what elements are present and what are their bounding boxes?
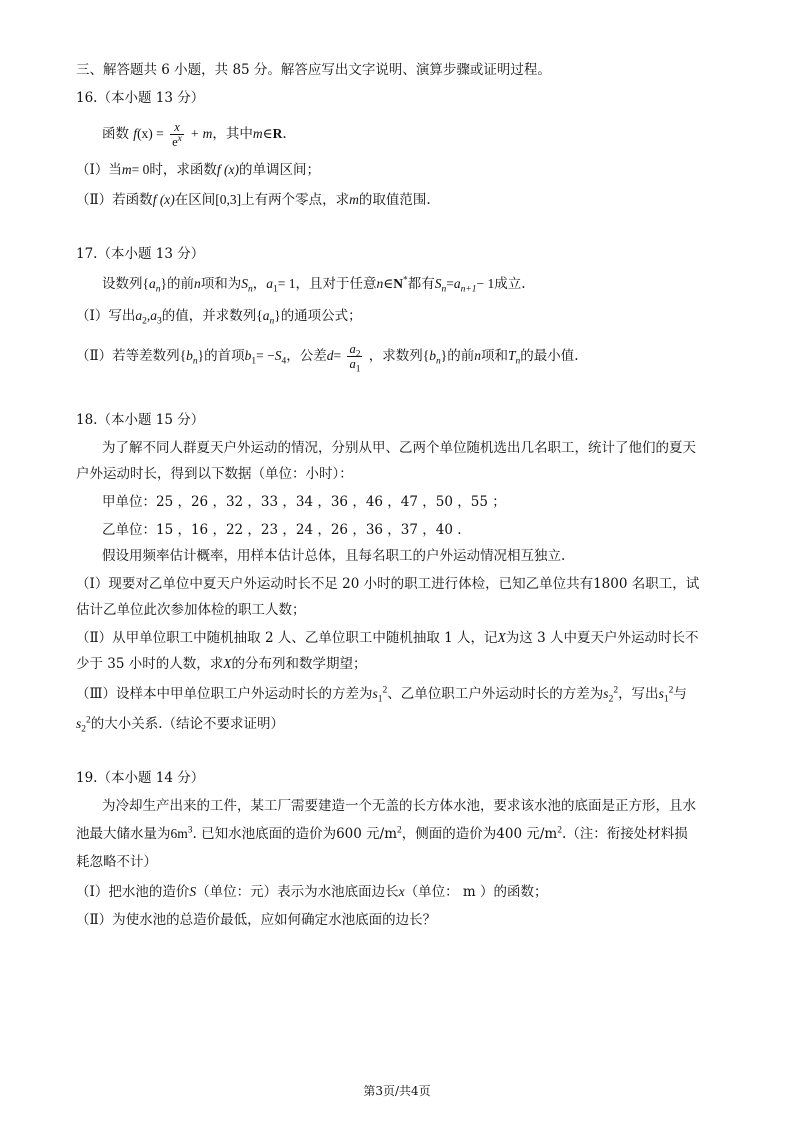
q17-s-S2: S — [434, 276, 442, 291]
q18-part2-line1 — [76, 629, 698, 647]
q16-frac-num: x — [170, 120, 184, 135]
q18-p2-X: X — [497, 630, 506, 645]
q17-s-a1-sub: 1 — [272, 284, 278, 295]
q18-p2-b-post: 的分布列和数学期望； — [231, 656, 367, 672]
q18-p2-a-pre: （Ⅱ）从甲单位职工中随机抽取 2 人、乙单位职工中随机抽取 1 人，记 — [76, 630, 498, 646]
q19-line2-pre: 池最大储水量为 — [76, 826, 171, 842]
q17-s-a1-val: = 1 — [277, 276, 296, 291]
q17-s-mid2: 项和为 — [200, 276, 242, 292]
q18-data-yi: 乙单位：15 ，16 ，22 ，23 ，24 ，26 ，36 ，37 ，40 . — [102, 522, 462, 538]
q17-s-in: ∈ — [383, 276, 394, 291]
q17-p1-comma: , — [146, 308, 151, 323]
q17-part1: （Ⅰ）写出$a_2,a_3$的值，并求数列$\{a_n\}$的通项公式； — [76, 308, 362, 327]
q16-frac-den: e — [172, 135, 178, 149]
q16-p1-fx: f (x) — [216, 162, 239, 177]
q19-p1-tail: （单位： m ）的函数； — [404, 884, 548, 900]
q17-part2: （Ⅱ）若等差数列$\{b_n\}$的首项$b_1= -S_4$，公差d= $\frac{a_2}{a_1}$ ，求数列$\{b_n\}$的前n项和$T_n$的最小值. — [76, 342, 579, 375]
q17-p1-a3: a — [150, 308, 157, 323]
q19-part2: （Ⅱ）为使水池的总造价最低，应如何确定水池底面的边长？ — [76, 912, 437, 928]
q16-fraction — [170, 120, 184, 149]
q19-p1-mid: （单位：元）表示为水池底面边长 — [196, 884, 399, 900]
q16-p2-fx: f (x) — [152, 192, 175, 207]
q17-p2-eq: = − — [256, 348, 275, 363]
q17-frac-den-sub: 1 — [355, 364, 361, 375]
q16-cond-R: R — [272, 126, 283, 141]
q16-p2-mid2: 上有两个零点，求 — [241, 192, 350, 208]
q18-p3-s1b-sup: 2 — [668, 685, 674, 696]
q18-p3-b-tail: 的大小关系.（结论不要求证明） — [90, 716, 285, 732]
q17-s-end: 成立. — [494, 276, 526, 292]
q17-s-mid4: 都有 — [407, 276, 435, 292]
q18-p3-a-pre: （Ⅲ）设样本中甲单位职工户外运动时长的方差为 — [76, 686, 373, 702]
q17-s-S-sub: n — [247, 284, 253, 295]
q17-p2-b1: b — [244, 348, 252, 363]
q18-intro-line1: 为了解不同人群夏天户外运动的情况，分别从甲、乙两个单位随机选出几名职工，统计了他们的夏天 — [102, 440, 696, 456]
q17-p2-bn-sub: n — [192, 356, 198, 367]
q18-p3-s2b: s — [76, 716, 82, 731]
q18-p3-s2-sub: 2 — [608, 694, 614, 705]
q18-p3-s2-sup: 2 — [613, 685, 619, 696]
q19-p1-pre: （Ⅰ）把水池的造价 — [76, 884, 190, 900]
q18-p3-s1b-sub: 1 — [663, 694, 669, 705]
q16-f: f — [133, 126, 138, 141]
q16-cond-m: m — [252, 126, 263, 141]
q17-p2-label: （Ⅱ）若等差数列 — [76, 348, 180, 364]
q17-p2-n: n — [474, 348, 481, 363]
q16-stem-end: . — [282, 126, 287, 142]
q17-p2-mid5: 项和 — [480, 348, 508, 364]
q17-s-n2: n — [376, 276, 384, 291]
q19-line2-vol: 6m — [170, 826, 188, 841]
q18-part1-line1: （Ⅰ）现要对乙单位中夏天户外运动时长不足 20 小时的职工进行体检，已知乙单位共有1800 名职工，试 — [76, 576, 700, 592]
q17-s-minus1: − 1 — [476, 276, 495, 291]
q18-p3-s2b-sub: 2 — [81, 724, 87, 735]
q18-p2-a-post: 为这 3 人中夏天户外运动时长不 — [505, 630, 699, 646]
q18-p2-X2: X — [223, 656, 232, 671]
q17-s-mid3: ，且对于任意 — [295, 276, 377, 292]
page-number: 第3页/共4页 — [363, 1084, 431, 1098]
q16-part1 — [76, 161, 320, 179]
q19-line2-sup3: 2 — [557, 825, 562, 836]
q17-p2-d: d — [326, 348, 334, 363]
q17-s-a2-sub: n+1 — [460, 284, 477, 295]
q18-p2-b-pre: 少于 35 小时的人数，求 — [76, 656, 224, 672]
q17-frac-num-sub: 2 — [355, 349, 361, 360]
q18-p3-a-tail: 与 — [673, 686, 687, 702]
q17-p2-tail: 的最小值. — [520, 348, 579, 364]
q18-part3-line2 — [76, 715, 284, 733]
q17-p2-bn2: b — [429, 348, 436, 363]
q19-line2-mid2: ，侧面的造价为400 元/m — [401, 826, 558, 842]
q18-intro-line2: 户外运动时长，得到以下数据（单位：小时）： — [76, 466, 353, 482]
q18-p3-s2b-sup: 2 — [86, 715, 91, 726]
q17-p2-bn: b — [186, 348, 193, 363]
q19-p1-S: S — [189, 884, 197, 899]
q16-p1-label: （Ⅰ）当 — [76, 162, 122, 178]
q17-s-pre: 设数列 — [102, 276, 143, 292]
q16-cond-in: ∈ — [262, 126, 273, 141]
q18-p3-a-mid2: ，写出 — [618, 686, 659, 702]
q16-title: 16.（本小题 13 分） — [76, 90, 205, 106]
section-heading: 三、解答题共 6 小题，共 85 分。解答应写出文字说明、演算步骤或证明过程。 — [76, 62, 551, 78]
q19-line2-vol-sup: 3 — [187, 825, 193, 836]
q16-p2-interval: [0,3] — [215, 192, 242, 207]
q17-title: 17.（本小题 13 分） — [76, 246, 205, 262]
q17-p2-b1-sub: 1 — [251, 356, 257, 367]
q19-title: 19.（本小题 14 分） — [76, 770, 205, 786]
q19-p1-x: x — [398, 884, 405, 899]
q17-frac-num: a — [349, 342, 356, 356]
q18-p3-s1-sub: 1 — [377, 694, 383, 705]
q16-plus-m: + m — [190, 126, 213, 141]
q17-p1-a2-sub: 2 — [142, 316, 147, 327]
q17-p2-T: T — [507, 348, 516, 363]
q17-p2-mid1: 的首项 — [204, 348, 245, 364]
q16-frac-den-sup: x — [177, 133, 182, 144]
q17-s-mid1: 的前 — [166, 276, 194, 292]
q16-x: (x) = — [137, 126, 164, 141]
q17-p2-deq: = — [333, 348, 342, 363]
q16-p2-mid: 在区间 — [174, 192, 216, 208]
q16-stem-prefix: 函数 — [102, 126, 129, 142]
q16-p2-tail: 的取值范围. — [358, 192, 431, 208]
q16-p1-eq: = 0 — [131, 162, 150, 177]
q18-p3-s1: s — [372, 686, 378, 701]
q18-assumption: 假设用频率估计概率，用样本估计总体，且每名职工的户外运动情况相互独立. — [102, 548, 566, 564]
q17-p2-T-sub: n — [515, 356, 521, 367]
q18-p3-a-mid: 、乙单位职工户外运动时长的方差为 — [387, 686, 604, 702]
q19-line2-sup2: 2 — [397, 825, 402, 836]
q16-stem-suffix: ，其中 — [212, 126, 253, 142]
q18-part1-line2: 估计乙单位此次参加体检的职工人数； — [76, 602, 306, 618]
q19-line1: 为冷却生产出来的工件，某工厂需要建造一个无盖的长方体水池，要求该水池的底面是正方形，且水 — [102, 798, 696, 814]
q19-line2-tail: .（注：衔接处材料损 — [561, 826, 688, 842]
q16-p2-label: （Ⅱ）若函数 — [76, 192, 153, 208]
q19-part1 — [76, 883, 547, 901]
q17-p1-a2: a — [135, 308, 143, 323]
q16-p1-tail: 的单调区间； — [238, 162, 320, 178]
q17-s-comma: ， — [252, 276, 267, 292]
q17-p1-tail: 的通项公式； — [280, 308, 362, 324]
q17-s-a-sub: n — [155, 284, 161, 295]
q17-p1-label: （Ⅰ）写出 — [76, 308, 136, 324]
q17-p1-a3-sub: 3 — [156, 316, 162, 327]
q18-p3-s1-sup: 2 — [382, 685, 388, 696]
q17-s-N: N — [393, 276, 403, 291]
q18-p3-s2: s — [603, 686, 609, 701]
q17-p2-bn2-sub: n — [435, 356, 441, 367]
q17-p2-S4: S — [274, 348, 282, 363]
q17-s-eq: = — [446, 276, 454, 291]
q16-p1-m: m — [121, 162, 132, 177]
q16-p1-mid: 时，求函数 — [149, 162, 217, 178]
q17-frac-den: a — [349, 357, 356, 371]
q17-s-N-sup: * — [402, 275, 408, 286]
q19-line2 — [76, 825, 688, 843]
q17-s-S: S — [241, 276, 248, 291]
q19-line2-mid: . 已知水池底面的造价为600 元/m — [192, 826, 398, 842]
q17-s-a1: a — [266, 276, 273, 291]
q16-part2 — [76, 191, 431, 209]
q17-p1-an-sub: n — [269, 316, 275, 327]
q17-s-S2-sub: n — [441, 284, 447, 295]
q18-title: 18.（本小题 15 分） — [76, 412, 205, 428]
q17-p2-S4-sub: 4 — [281, 356, 287, 367]
q17-p2-mid3: ，求数列 — [368, 348, 423, 364]
q18-data-jia: 甲单位：25 ，26 ，32 ，33 ，34 ，36 ，46 ，47 ，50 ，55 ； — [102, 494, 506, 510]
q16-stem — [102, 117, 287, 151]
q18-part2-line2 — [76, 655, 367, 673]
q17-stem: 设数列$\{a_n\}$的前n项和为$S_n$，$a_1= 1$，且对于任意n∈N*都有$S_n=a_{n+1}- 1$成立. — [102, 275, 526, 295]
q17-s-a2: a — [453, 276, 461, 291]
q17-p2-mid4: 的前 — [447, 348, 475, 364]
q16-p2-m: m — [349, 192, 359, 207]
q17-p1-mid: 的值，并求数列 — [161, 308, 257, 324]
q17-s-n: n — [193, 276, 201, 291]
q17-fraction — [347, 342, 362, 375]
q17-s-a: a — [148, 276, 156, 291]
q17-p2-mid2: ，公差 — [286, 348, 327, 364]
q19-line3: 耗忽略不计） — [76, 854, 157, 870]
q18-part3-line1 — [76, 685, 687, 703]
q18-p3-s1b: s — [658, 686, 664, 701]
q17-p1-an: a — [262, 308, 270, 323]
